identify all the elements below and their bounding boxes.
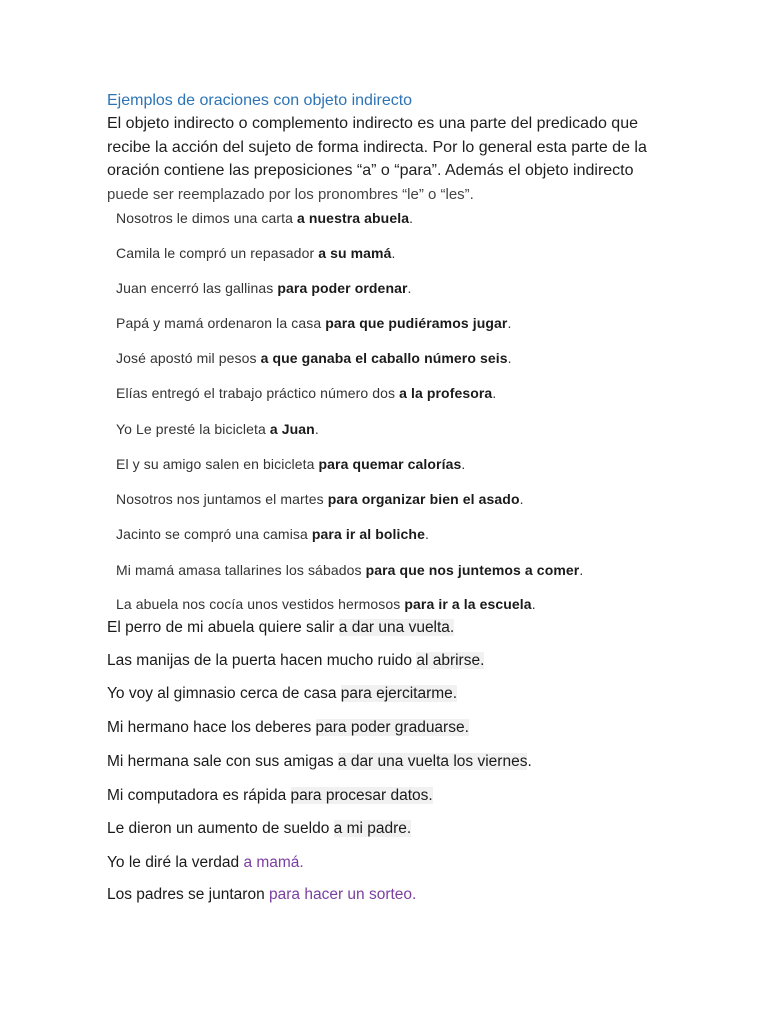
indirect-object: a la profesora: [399, 385, 493, 401]
sentence-text: Le dieron un aumento de sueldo: [107, 820, 334, 837]
example-sentence: [116, 562, 583, 578]
intro-line: puede ser reemplazado por los pronombres “le” o “les”.: [107, 185, 474, 203]
indirect-object: al abrirse.: [416, 652, 485, 669]
sentence-text: Mi computadora es rápida: [107, 787, 291, 804]
sentence-text: José apostó mil pesos: [116, 350, 261, 366]
sentence-text: Elías entregó el trabajo práctico número dos: [116, 385, 400, 401]
indirect-object: a su mamá: [318, 245, 392, 261]
indirect-object: a dar una vuelta.: [338, 619, 455, 636]
sentence-text: El perro de mi abuela quiere salir: [107, 619, 339, 636]
sentence-text: Juan encerró las gallinas: [116, 280, 278, 296]
extra-sentence: [107, 854, 304, 872]
indirect-object: para ejercitarme.: [340, 685, 458, 702]
indirect-object: para ir a la escuela: [404, 596, 532, 612]
sentence-text: Los padres se juntaron: [107, 886, 269, 903]
example-sentence: [116, 315, 511, 331]
sentence-end: .: [391, 245, 396, 261]
indirect-object: para quemar calorías: [318, 456, 462, 472]
sentence-end: .: [527, 753, 532, 770]
intro-line: oración contiene las preposiciones “a” o “para”. Además el objeto indirecto: [107, 162, 634, 179]
sentence-end: .: [519, 491, 524, 507]
sentence-text: Camila le compró un repasador: [116, 245, 319, 261]
sentence-text: Yo Le presté la bicicleta: [116, 421, 270, 437]
sentence-text: Las manijas de la puerta hacen mucho ruido: [107, 652, 417, 669]
sentence-text: Nosotros nos juntamos el martes: [116, 491, 328, 507]
sentence-text: El y su amigo salen en bicicleta: [116, 456, 319, 472]
example-sentence: [116, 526, 429, 542]
example-sentence: [116, 210, 413, 226]
example-sentence: [116, 385, 496, 401]
indirect-object: a dar una vuelta los viernes: [337, 753, 528, 770]
example-sentence: [116, 245, 396, 261]
intro-line: El objeto indirecto o complemento indirecto es una parte del predicado que: [107, 115, 638, 132]
example-sentence: [116, 280, 412, 296]
indirect-object: para poder graduarse.: [315, 719, 469, 736]
sentence-text: Mi mamá amasa tallarines los sábados: [116, 562, 366, 578]
extra-sentence: [107, 652, 484, 670]
extra-sentence: [107, 753, 532, 771]
indirect-object: para que pudiéramos jugar: [325, 315, 508, 331]
sentence-end: .: [507, 350, 512, 366]
extra-sentence: [107, 685, 457, 703]
sentence-end: .: [579, 562, 584, 578]
indirect-object: para organizar bien el asado: [327, 491, 520, 507]
example-sentence: [116, 491, 524, 507]
sentence-text: Yo le diré la verdad: [107, 854, 244, 871]
intro-paragraph: [107, 112, 707, 206]
sentence-end: .: [461, 456, 466, 472]
extra-sentence: [107, 820, 411, 838]
extra-sentence: [107, 787, 433, 805]
indirect-object: para hacer un sorteo.: [269, 886, 417, 903]
intro-line: recibe la acción del sujeto de forma indirecta. Por lo general esta parte de la: [107, 138, 647, 156]
indirect-object: a Juan: [269, 421, 315, 437]
example-sentence: [116, 596, 536, 612]
sentence-end: .: [409, 210, 414, 226]
indirect-object: a que ganaba el caballo número seis: [260, 350, 508, 366]
sentence-end: .: [531, 596, 536, 612]
sentence-end: .: [507, 315, 512, 331]
indirect-object: para que nos juntemos a comer: [365, 562, 580, 578]
sentence-text: Nosotros le dimos una carta: [116, 210, 297, 226]
sentence-end: .: [492, 385, 497, 401]
example-sentence: [116, 350, 512, 366]
sentence-text: Mi hermano hace los deberes: [107, 719, 316, 736]
sentence-text: La abuela nos cocía unos vestidos hermosos: [116, 596, 405, 612]
extra-sentence: [107, 619, 454, 637]
indirect-object: a nuestra abuela: [297, 210, 410, 226]
sentence-text: Mi hermana sale con sus amigas: [107, 753, 338, 770]
sentence-end: .: [407, 280, 412, 296]
page-title: Ejemplos de oraciones con objeto indirecto: [107, 92, 413, 109]
indirect-object: para ir al boliche: [311, 526, 425, 542]
sentence-end: .: [314, 421, 319, 437]
sentence-end: .: [424, 526, 429, 542]
extra-sentence: [107, 886, 416, 904]
sentence-text: Jacinto se compró una camisa: [116, 526, 312, 542]
indirect-object: para procesar datos.: [290, 787, 433, 804]
indirect-object: a mamá.: [243, 854, 304, 871]
indirect-object: a mi padre.: [333, 820, 412, 837]
extra-sentence: [107, 719, 469, 737]
example-sentence: [116, 456, 465, 472]
sentence-text: Yo voy al gimnasio cerca de casa: [107, 685, 341, 702]
example-sentence: [116, 421, 319, 437]
sentence-text: Papá y mamá ordenaron la casa: [116, 315, 326, 331]
indirect-object: para poder ordenar: [277, 280, 408, 296]
